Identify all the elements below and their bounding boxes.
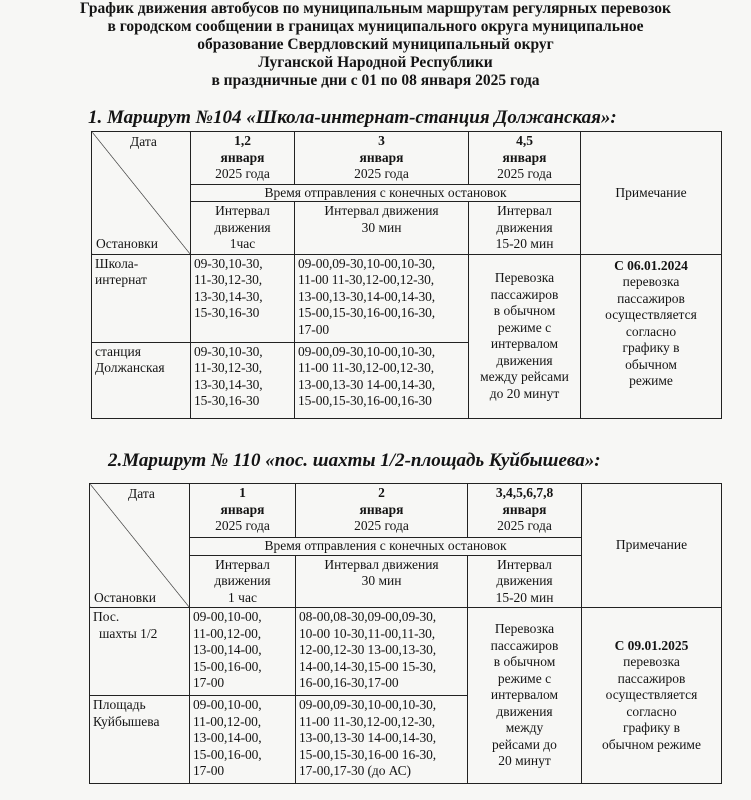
departure-time-header: Время отправления с конечных остановок [191,184,581,202]
stop-name-cell [90,608,190,696]
date-days: 3,4,5,6,7,8 [495,485,554,500]
time-line: 17-00 [298,321,329,337]
interval-header [469,202,581,255]
stop-name-cell [92,254,191,342]
time-line: 15-00,15-30,16-00 16-30, [299,746,437,762]
date-corner-label: Дата [130,134,157,149]
time-line: 13-30,14-30, [194,376,263,392]
remark-line: перевозка [623,654,680,670]
date-corner-label: Дата [128,486,155,501]
time-line: 11-00 11-30,12-00,12-30, [299,713,436,729]
time-line: 13-00,14-00, [193,730,262,745]
interval-line: движения [496,219,553,235]
time-line: 15-00,15-30,16-00,16-30, [298,305,436,320]
stops-corner-label: Остановки [94,589,156,605]
date-column-header [296,484,468,538]
date-year: 2025 года [354,518,409,533]
interval-line: 15-20 мин [495,589,554,605]
time-line: 13-00,13-30 14-00,14-30, [299,730,437,745]
time-line: 09-30,10-30, [194,255,263,271]
date-month: января [220,501,265,517]
header-line: в праздничные дни с 01 по 08 января 2025 года [211,72,540,89]
date-days: 1,2 [234,133,251,148]
interval-header [295,202,469,255]
corner-header-cell [92,132,191,255]
time-line: 09-30,10-30, [194,343,263,359]
date-month: января [502,501,547,517]
interval-line: 15-20 мин [495,236,554,251]
stop-name-cell [92,342,191,418]
remark-line: согласно [626,703,677,719]
date-year: 2025 года [215,518,270,533]
remark-line: перевозка [622,274,680,289]
interval-line: движения [496,573,553,588]
date-year: 2025 года [215,166,270,181]
note-line: между рейсами [480,369,569,384]
note-line: рейсами до [492,736,557,752]
interval-header [468,555,582,608]
departure-times-cell [191,342,295,418]
stop-name-line: станция [95,343,141,359]
note-line: режиме с [497,319,552,335]
remark-line: режиме [629,373,673,388]
time-line: 10-00 10-30,11-00,11-30, [299,625,436,641]
interval-header [296,555,468,608]
interval-line: движения [214,219,271,235]
time-line: 14-00,14-30,15-00 15-30, [299,658,437,674]
date-column-header [469,132,581,185]
remark-line: графику в [622,340,680,355]
date-days: 2 [378,485,385,500]
date-month: января [220,149,265,165]
date-year: 2025 года [497,518,552,533]
time-line: 11-00,12-00, [193,625,262,641]
time-line: 15-00,16-00, [193,658,262,674]
note-line: пассажиров [490,637,559,653]
note-line: движения [496,703,553,719]
date-days: 1 [239,485,246,500]
note-line: пассажиров [490,286,559,302]
stop-name-line: интернат [95,272,147,287]
stop-name-line: Школа- [95,255,139,271]
remark-cell [581,254,722,418]
stop-name-cell [90,696,190,784]
route-104-schedule-table [91,131,722,419]
remark-line: согласно [625,323,677,339]
route-110-schedule-table [89,483,722,784]
stop-name-line: шахты 1/2 [99,625,158,641]
departure-times-cell [191,254,295,342]
time-line: 09-00,09-30,10-00,10-30, [298,343,436,359]
corner-header-cell [90,484,190,608]
header-line: в городском сообщении в границах муниципального округа муниципальное [107,18,644,35]
remark-cell [582,608,722,784]
header-line: Луганской Народной Республики [258,54,493,71]
date-column-header [468,484,582,538]
note-line: интервалом [490,687,559,703]
note-column-header: Примечание [582,484,722,608]
date-column-header [190,484,296,538]
departure-times-cell [295,342,469,418]
interval-line: 30 мин [361,219,402,235]
remark-date: С 06.01.2024 [614,257,688,273]
departure-times-cell [295,254,469,342]
departure-time-header: Время отправления с конечных остановок [190,538,582,556]
time-line: 12-00,12-30 13-00,13-30, [299,642,437,657]
interval-line: Интервал [215,556,270,572]
remark-line: пассажиров [617,670,686,686]
time-line: 15-00,16-00, [193,746,262,762]
remark-line: осуществляется [605,307,697,322]
remark-line: пассажиров [617,290,685,306]
remark-line: осуществляется [605,687,698,703]
date-days: 4,5 [516,133,533,148]
time-line: 09-00,10-00, [193,609,262,624]
stop-name-line: Площадь [93,697,146,712]
interval-line: 1 час [228,589,257,605]
time-line: 15-30,16-30 [194,393,260,408]
date-month: января [359,149,404,165]
time-line: 09-00,09-30,10-00,10-30, [298,255,436,271]
time-line: 11-30,12-30, [194,360,263,375]
note-line: движения [496,352,553,368]
note-line: 20 минут [498,753,551,769]
header-line: образование Свердловский муниципальный округ [197,36,554,53]
document-header [0,0,751,90]
time-line: 13-00,13-30 14-00,14-30, [298,376,436,392]
date-column-header [191,132,295,185]
interval-line: Интервал [215,203,270,218]
interval-line: 30 мин [361,573,402,588]
time-line: 11-30,12-30, [194,272,263,287]
route-110-title: 2.Маршрут № 110 «пос. шахты 1/2-площадь Куйбышева»: [108,450,601,471]
note-line: между [505,720,544,736]
time-line: 17-00 [193,763,224,778]
time-line: 09-00,10-00, [193,697,262,712]
interval-line: Интервал движения [324,203,439,218]
date-month: января [502,149,547,165]
header-line: График движения автобусов по муниципальным маршрутам регулярных перевозок [80,0,671,17]
time-line: 16-00,16-30,17-00 [299,675,399,690]
time-line: 11-00 11-30,12-00,12-30, [298,360,435,375]
interval-header [191,202,295,255]
departure-times-cell [296,608,468,696]
stop-name-line: Куйбышева [93,713,160,729]
note-line: Перевозка [494,621,555,637]
note-line: в обычном [493,654,556,670]
date-days: 3 [378,133,385,148]
departure-times-cell [190,608,296,696]
date-year: 2025 года [354,166,409,181]
time-line: 11-00 11-30,12-00,12-30, [298,272,435,287]
time-line: 17-00 [193,675,224,690]
stop-name-line: Пос. [93,609,120,624]
time-line: 17-00,17-30 (до АС) [299,763,411,778]
note-line: режиме с [497,670,552,686]
note-column-header: Примечание [581,132,722,255]
note-line: интервалом [490,336,559,351]
time-line: 15-30,16-30 [194,305,260,320]
route-104-title: 1. Маршрут №104 «Школа-интернат-станция Должанская»: [88,107,617,128]
time-line: 13-00,13-30,14-00,14-30, [298,288,436,304]
interval-line: Интервал [497,203,552,218]
remark-line: обычном режиме [602,736,701,752]
time-line: 11-00,12-00, [193,713,262,729]
interval-line: Интервал [497,556,552,572]
interval-note-cell [469,254,581,418]
stops-corner-label: Остановки [96,236,158,251]
interval-line: движения [214,573,271,588]
time-line: 15-00,15-30,16-00,16-30 [298,393,432,408]
interval-note-cell [468,608,582,784]
stop-name-line: Должанская [95,360,165,375]
remark-date: С 09.01.2025 [614,637,689,653]
departure-times-cell [296,696,468,784]
remark-line: обычном [625,356,677,372]
departure-times-cell [190,696,296,784]
time-line: 08-00,08-30,09-00,09-30, [299,609,437,624]
time-line: 13-30,14-30, [194,288,263,304]
remark-line: графику в [622,720,681,736]
note-line: в обычном [493,303,556,318]
interval-line: Интервал движения [324,556,439,572]
date-month: января [359,501,404,517]
note-line: до 20 минут [489,385,560,401]
date-year: 2025 года [497,166,552,181]
time-line: 13-00,14-00, [193,642,262,657]
note-line: Перевозка [494,270,555,285]
interval-header [190,555,296,608]
time-line: 09-00,09-30,10-00,10-30, [299,697,437,712]
interval-line: 1час [229,236,256,251]
date-column-header [295,132,469,185]
